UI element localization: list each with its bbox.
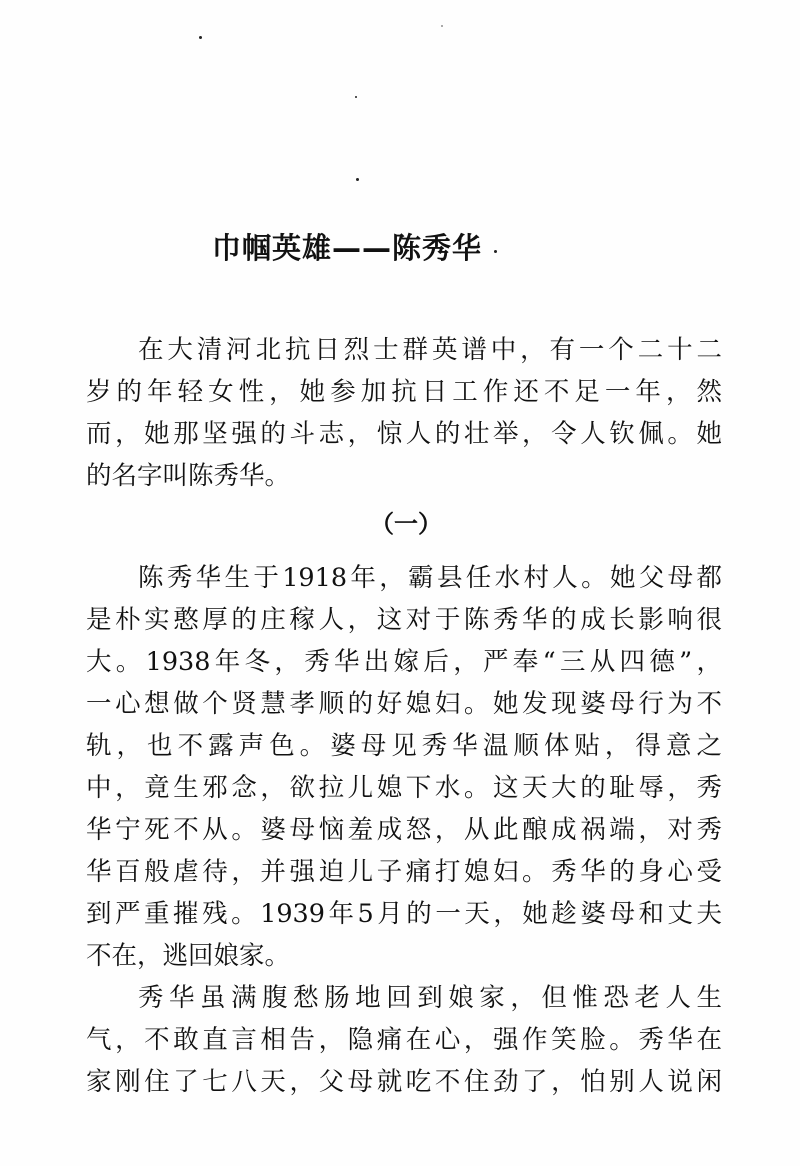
scan-speck <box>494 250 497 253</box>
scan-speck <box>355 96 357 98</box>
body-line: 是朴实憨厚的庄稼人，这对于陈秀华的成长影响很 <box>86 605 722 635</box>
intro-line: 的名字叫陈秀华。 <box>86 461 291 491</box>
body-line: 气，不敢直言相告，隐痛在心，强作笑脸。秀华在 <box>86 1025 722 1055</box>
scan-speck <box>199 36 202 39</box>
scan-speck <box>356 178 359 181</box>
body-line: 轨，也不露声色。婆母见秀华温顺体贴，得意之 <box>86 731 722 761</box>
intro-line: 岁的年轻女性，她参加抗日工作还不足一年，然 <box>86 377 722 407</box>
section-heading: （一） <box>370 510 442 538</box>
body-line: 大。1938年冬，秀华出嫁后，严奉“三从四德”， <box>86 647 722 677</box>
scan-speck <box>441 25 443 27</box>
intro-line: 在大清河北抗日烈士群英谱中，有一个二十二 <box>138 335 722 365</box>
body-line: 华宁死不从。婆母恼羞成怒，从此酿成祸端，对秀 <box>86 815 722 845</box>
body-line: 华百般虐待，并强迫儿子痛打媳妇。秀华的身心受 <box>86 857 722 887</box>
body-line: 陈秀华生于1918年，霸县任水村人。她父母都 <box>138 563 722 593</box>
body-line: 秀华虽满腹愁肠地回到娘家，但惟恐老人生 <box>138 983 722 1013</box>
chapter-title: 巾帼英雄——陈秀华 <box>212 231 483 265</box>
body-line: 一心想做个贤慧孝顺的好媳妇。她发现婆母行为不 <box>86 689 722 719</box>
body-line: 不在，逃回娘家。 <box>86 941 291 971</box>
intro-line: 而，她那坚强的斗志，惊人的壮举，令人钦佩。她 <box>86 419 722 449</box>
body-line: 家刚住了七八天，父母就吃不住劲了，怕别人说闲 <box>86 1067 722 1097</box>
body-line: 中，竟生邪念，欲拉儿媳下水。这天大的耻辱，秀 <box>86 773 722 803</box>
body-line: 到严重摧残。1939年5月的一天，她趁婆母和丈夫 <box>86 899 722 929</box>
